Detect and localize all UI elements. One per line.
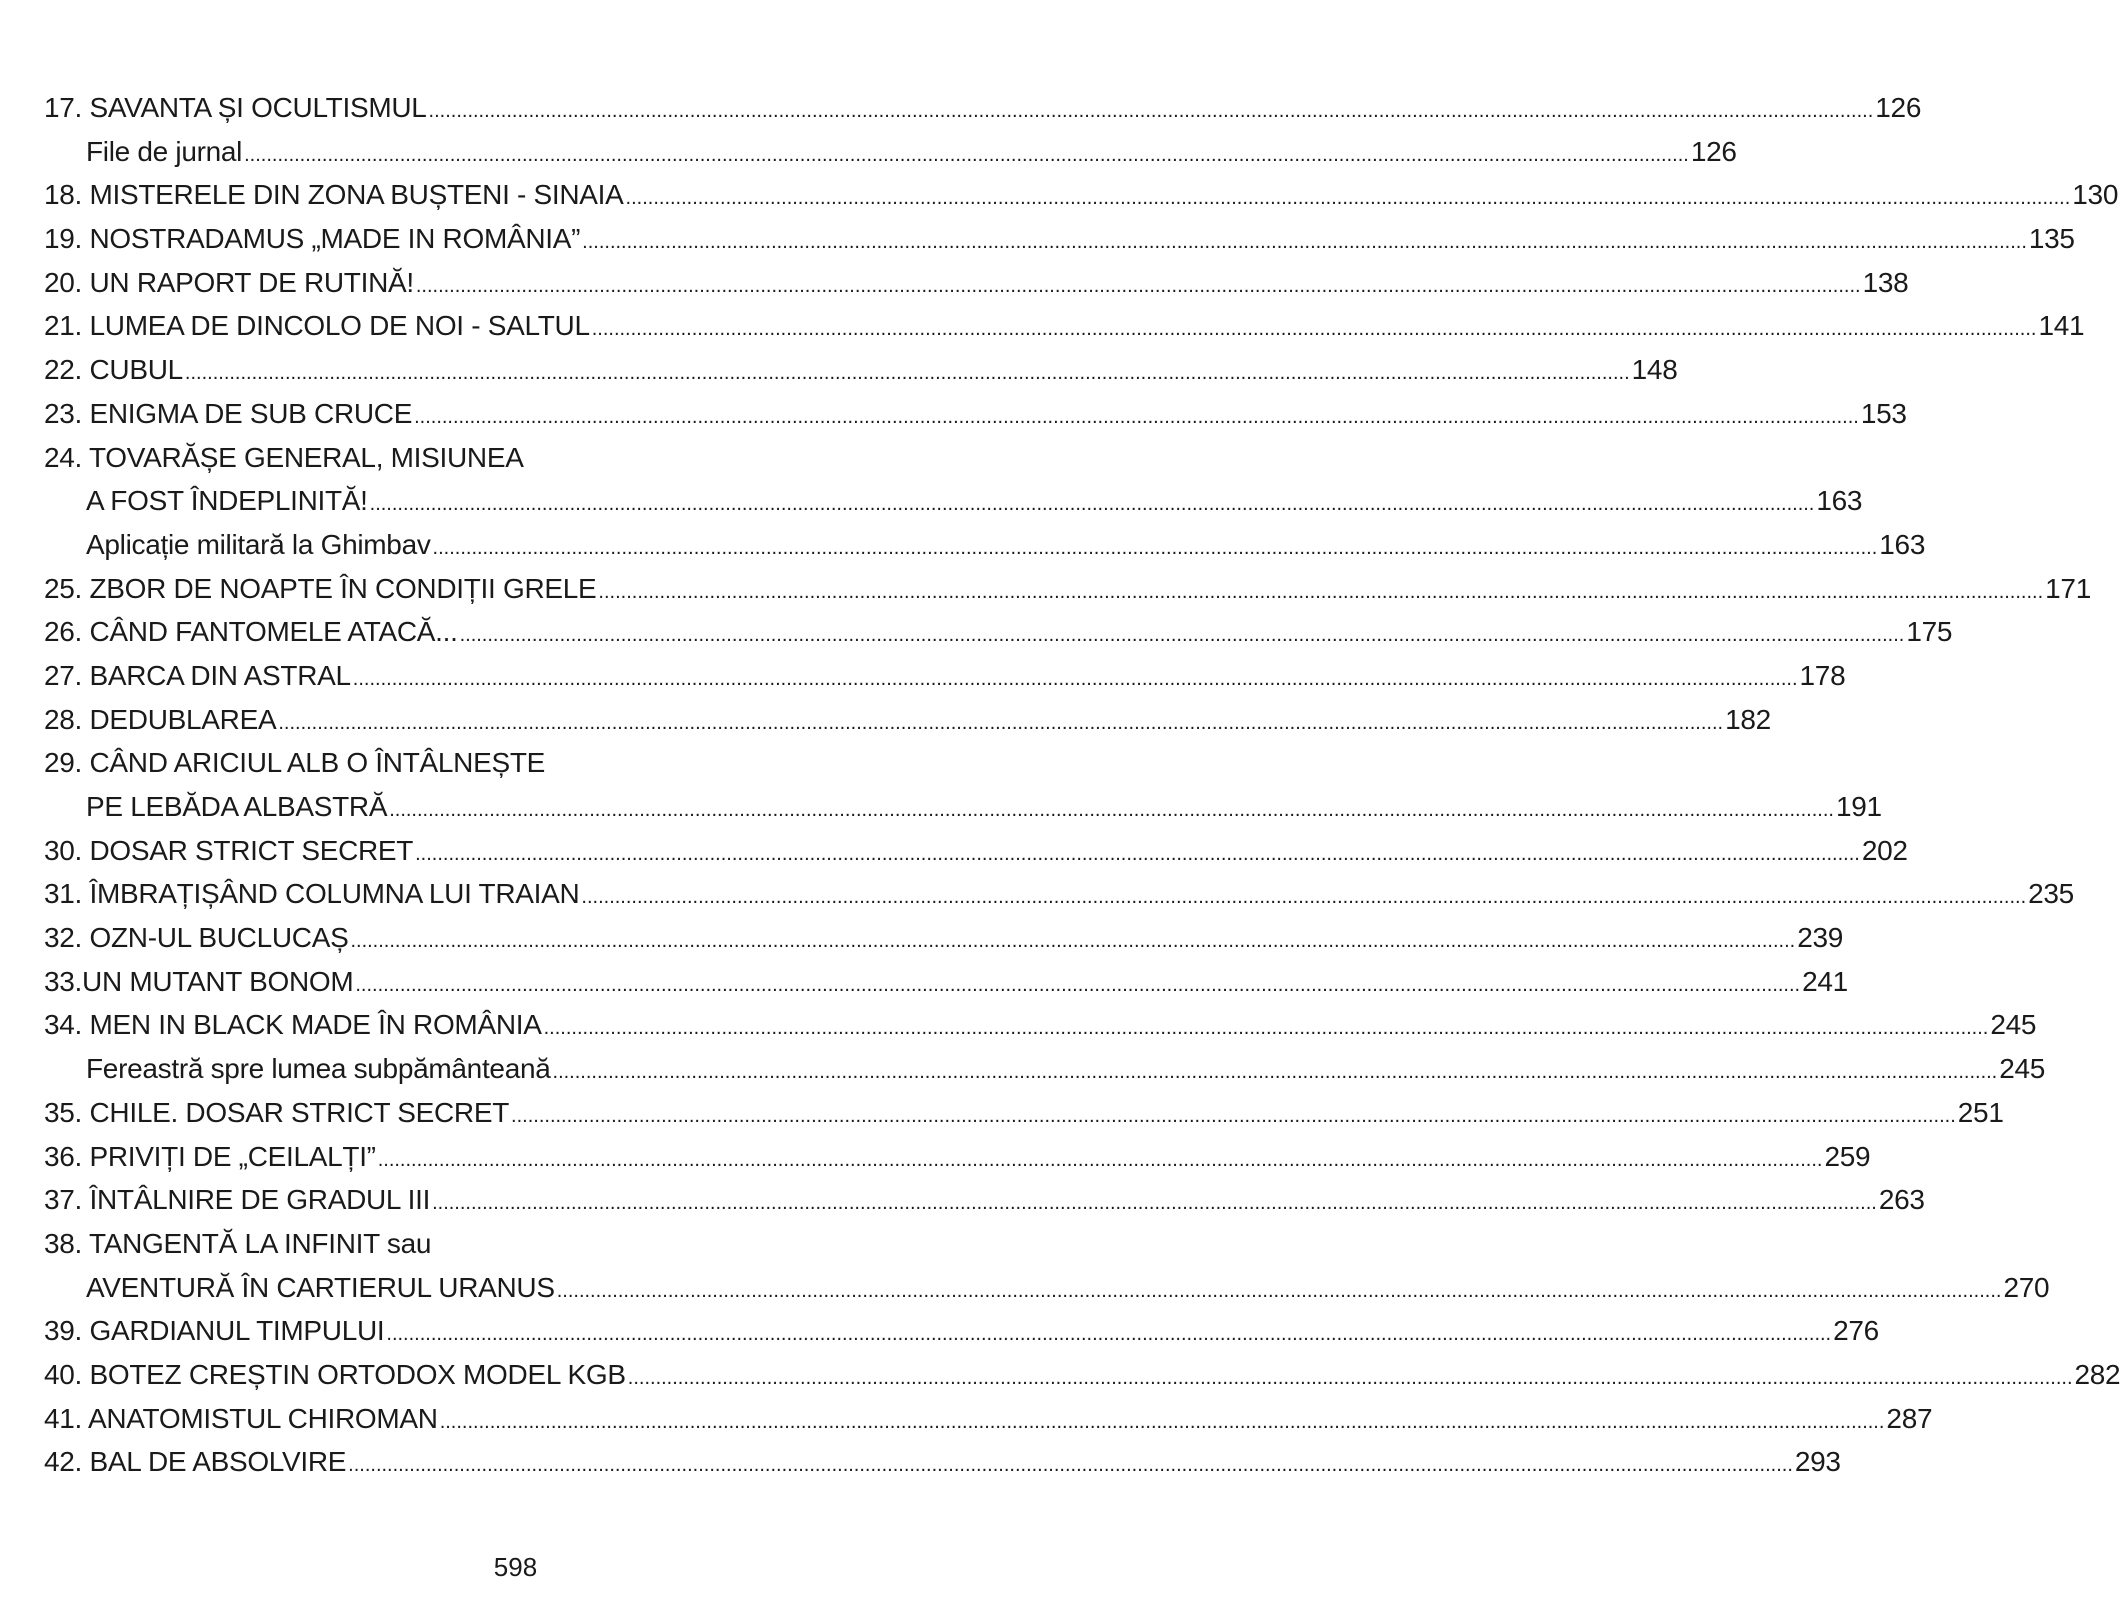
toc-entry <box>44 654 1846 698</box>
dot-leader <box>355 964 1800 1008</box>
toc-entry-page: 202 <box>1861 834 1908 866</box>
toc-entry-page: 191 <box>1835 791 1882 822</box>
dot-leader <box>185 352 1630 396</box>
dot-leader <box>378 1139 1823 1183</box>
toc-entry-title: 34. MEN IN BLACK MADE ÎN ROMÂNIA <box>44 1009 542 1041</box>
toc-entry <box>44 829 1908 873</box>
toc-entry-page: 282 <box>2074 1358 2120 1390</box>
toc-entry-page: 287 <box>1886 1402 1933 1434</box>
toc-subentry <box>44 479 1863 523</box>
toc-entry-title: File de jurnal <box>86 135 243 167</box>
toc-entry-title: 36. PRIVIȚI DE „CEILALȚI” <box>44 1140 376 1172</box>
dot-leader <box>415 833 1860 877</box>
toc-entry <box>44 567 2091 611</box>
toc-subentry <box>44 523 1926 567</box>
toc-entry <box>44 741 852 785</box>
dot-leader <box>553 1051 1998 1095</box>
dot-leader <box>582 221 2027 265</box>
toc-entry <box>44 261 1909 305</box>
toc-subentry <box>44 1266 2050 1310</box>
dot-leader <box>626 177 2071 221</box>
toc-subentry <box>44 1047 2046 1091</box>
toc-entry-title: 19. NOSTRADAMUS „MADE IN ROMÂNIA” <box>44 223 581 255</box>
toc-entry-title: 32. OZN-UL BUCLUCAȘ <box>44 922 349 954</box>
toc-entry <box>44 304 2085 348</box>
toc-entry-page: 178 <box>1799 659 1846 691</box>
toc-entry <box>44 1440 1841 1484</box>
toc-entry-page: 153 <box>1860 397 1907 429</box>
toc-entry-page: 130 <box>2072 179 2119 211</box>
dot-leader <box>353 658 1798 702</box>
dot-leader <box>416 265 1861 309</box>
toc-entry <box>44 1222 852 1266</box>
dot-leader <box>429 90 1874 134</box>
dot-leader <box>350 920 1795 964</box>
dot-leader <box>414 396 1859 440</box>
toc-entry-title: 28. DEDUBLAREA <box>44 703 277 735</box>
toc-entry-title: 40. BOTEZ CREȘTIN ORTODOX MODEL KGB <box>44 1358 626 1390</box>
dot-leader <box>592 308 2037 352</box>
toc-entry-title: AVENTURĂ ÎN CARTIERUL URANUS <box>86 1271 555 1303</box>
toc-entry-title: Aplicație militară la Ghimbav <box>86 528 431 560</box>
toc-entry-page: 241 <box>1802 965 1848 997</box>
toc-entry-page: 163 <box>1879 528 1926 560</box>
toc-entry <box>44 1353 2120 1397</box>
toc-entry-title: 42. BAL DE ABSOLVIRE <box>44 1446 347 1478</box>
toc-entry <box>44 217 2075 261</box>
toc-entry-page: 135 <box>2028 223 2075 255</box>
toc-entry <box>44 1091 2004 1135</box>
toc-entry-title: 23. ENIGMA DE SUB CRUCE <box>44 397 413 429</box>
toc-entry <box>44 1135 1871 1179</box>
toc-entry-title: 35. CHILE. DOSAR STRICT SECRET <box>44 1096 510 1128</box>
toc-entry-title: 29. CÂND ARICIUL ALB O ÎNTÂLNEȘTE <box>44 747 546 779</box>
toc-entry-page: 148 <box>1631 354 1678 386</box>
toc-entry-title: 26. CÂND FANTOMELE ATACĂ... <box>44 616 458 648</box>
toc-entry-title: 20. UN RAPORT DE RUTINĂ! <box>44 266 414 298</box>
dot-leader <box>628 1357 2073 1401</box>
dot-leader <box>544 1007 1989 1051</box>
toc-entry-page: 126 <box>1690 135 1737 167</box>
toc-subentry <box>44 785 1882 829</box>
toc-entry <box>44 1309 1879 1353</box>
toc-entry-page: 259 <box>1824 1140 1871 1172</box>
toc-entry-title: 37. ÎNTÂLNIRE DE GRADUL III <box>44 1184 431 1216</box>
toc-entry-page: 239 <box>1797 922 1844 954</box>
toc-entry <box>44 1397 1933 1441</box>
toc-entry-page: 263 <box>1878 1184 1925 1216</box>
dot-leader <box>389 789 1834 833</box>
toc-entry-page: 270 <box>2003 1271 2050 1303</box>
toc-entry <box>44 173 2119 217</box>
toc-entry-title: 18. MISTERELE DIN ZONA BUȘTENI - SINAIA <box>44 179 624 211</box>
dot-leader <box>581 876 2026 920</box>
toc-entry-page: 251 <box>1957 1096 2004 1128</box>
toc-entry-title: 21. LUMEA DE DINCOLO DE NOI - SALTUL <box>44 310 590 342</box>
toc-subentry <box>44 130 1737 174</box>
toc-entry-title: PE LEBĂDA ALBASTRĂ <box>86 791 388 822</box>
toc-entry <box>44 86 1922 130</box>
toc-entry-page: 138 <box>1862 266 1909 298</box>
toc-entry-page: 126 <box>1875 92 1922 123</box>
toc-entry <box>44 1178 1925 1222</box>
toc-entry <box>44 1003 2037 1047</box>
dot-leader <box>433 527 1878 571</box>
dot-leader <box>432 1182 1877 1226</box>
toc-entry-title: A FOST ÎNDEPLINITĂ! <box>86 485 368 517</box>
toc-entry <box>44 698 1771 742</box>
toc-entry-page: 293 <box>1794 1446 1841 1478</box>
toc-entry-page: 141 <box>2038 310 2085 342</box>
toc-entry <box>44 916 1844 960</box>
toc-entry-page: 235 <box>2028 878 2074 910</box>
toc-entry-title: 31. ÎMBRAȚIȘÂND COLUMNA LUI TRAIAN <box>44 878 580 910</box>
toc-entry <box>44 610 1953 654</box>
toc-entry-title: 22. CUBUL <box>44 354 183 386</box>
toc-entry-page: 175 <box>1906 616 1953 648</box>
dot-leader <box>460 614 1905 658</box>
toc-entry-page: 163 <box>1816 485 1863 517</box>
dot-leader <box>440 1401 1885 1445</box>
dot-leader <box>557 1270 2002 1314</box>
toc-entry-page: 182 <box>1725 703 1771 735</box>
toc-entry-page: 171 <box>2045 572 2091 604</box>
toc-entry-title: 25. ZBOR DE NOAPTE ÎN CONDIȚII GRELE <box>44 572 597 604</box>
table-of-contents <box>44 86 2120 1484</box>
toc-entry-page: 245 <box>1999 1053 2046 1085</box>
dot-leader <box>370 483 1815 527</box>
dot-leader <box>386 1313 1831 1357</box>
dot-leader <box>244 134 1689 178</box>
dot-leader <box>598 571 2043 615</box>
toc-entry-page: 276 <box>1833 1315 1879 1347</box>
dot-leader <box>348 1444 1793 1488</box>
toc-entry-title: 33.UN MUTANT BONOM <box>44 965 354 997</box>
toc-entry <box>44 348 1678 392</box>
toc-entry <box>44 436 852 480</box>
dot-leader <box>511 1095 1956 1139</box>
toc-entry-title: 30. DOSAR STRICT SECRET <box>44 834 414 866</box>
toc-entry-title: 27. BARCA DIN ASTRAL <box>44 659 351 691</box>
toc-entry <box>44 872 2074 916</box>
toc-entry-title: 24. TOVARĂȘE GENERAL, MISIUNEA <box>44 441 524 473</box>
toc-entry <box>44 392 1907 436</box>
dot-leader <box>278 702 1723 746</box>
page-number: 598 <box>493 1552 538 1582</box>
toc-entry-page: 245 <box>1990 1009 2037 1041</box>
toc-entry <box>44 960 1848 1004</box>
toc-entry-title: 38. TANGENTĂ LA INFINIT sau <box>44 1227 432 1259</box>
toc-entry-title: 39. GARDIANUL TIMPULUI <box>44 1315 385 1347</box>
toc-entry-title: Fereastră spre lumea subpământeană <box>86 1053 551 1085</box>
toc-entry-title: 17. SAVANTA ȘI OCULTISMUL <box>44 92 427 123</box>
toc-entry-title: 41. ANATOMISTUL CHIROMAN <box>44 1402 438 1434</box>
